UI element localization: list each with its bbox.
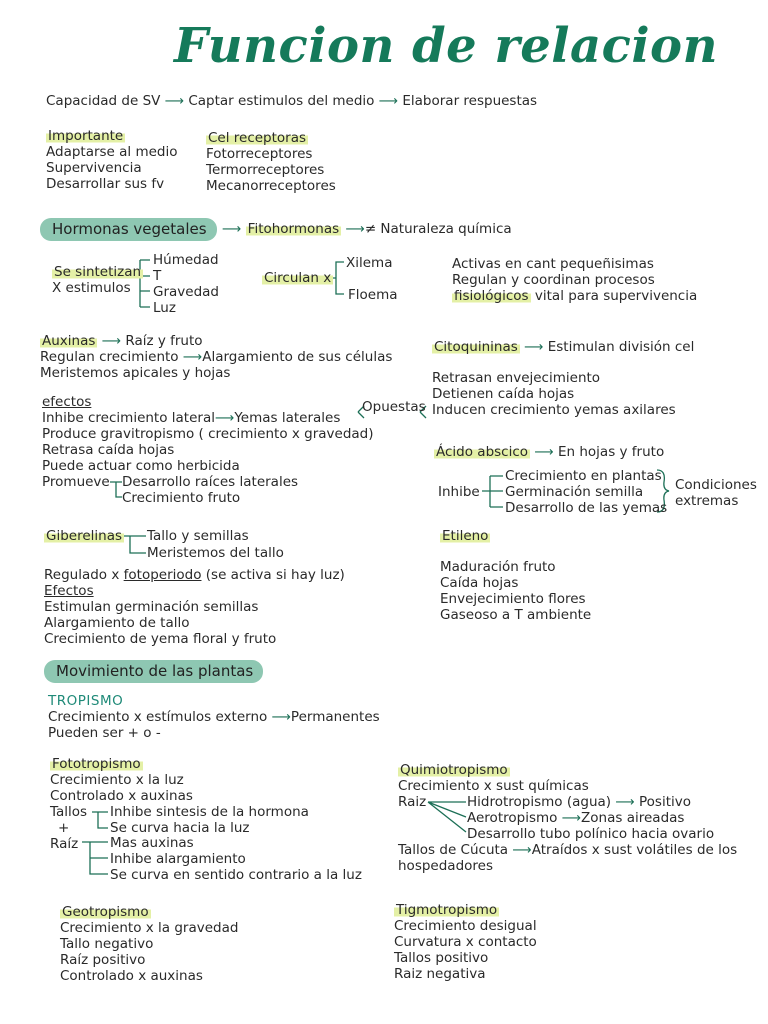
importante-item: Adaptarse al medio: [46, 144, 178, 160]
citoquininas-item: Inducen crecimiento yemas axilares: [432, 402, 676, 418]
etileno-item: Envejecimiento flores: [440, 591, 586, 607]
movimiento-heading-row: [44, 662, 263, 680]
arrow-icon: ⟶: [512, 842, 532, 858]
etileno-item: Caída hojas: [440, 575, 519, 591]
arrow-icon: ⟶: [378, 93, 403, 109]
tigmo-heading: Tigmotropismo: [396, 902, 498, 918]
auxinas-efecto: Produce gravitropismo ( crecimiento x gravedad): [42, 426, 374, 442]
geo-heading: Geotropismo: [62, 904, 149, 920]
foto-tallos-list: Inhibe sintesis de la hormona Se curva hacia la luz: [110, 804, 309, 836]
arrow-icon: ⟶: [615, 794, 635, 810]
abscico-item: Germinación semilla: [505, 484, 644, 500]
giberelinas-block: Regulado x fotoperiodo (se activa si hay luz) Efectos Estimulan germinación semillas Alargamiento de tallo Crecimiento de yema floral y fruto: [44, 567, 345, 647]
factores-list: [153, 252, 219, 316]
factor-item: T: [153, 268, 162, 284]
fito-label: Fitohormonas: [247, 221, 340, 237]
fisiologicos-label: fisiológicos: [454, 288, 529, 304]
regulan-line: Regulan y coordinan procesos: [452, 272, 655, 288]
citoquininas-heading: Citoquininas: [434, 339, 518, 355]
etileno-item: Gaseoso a T ambiente: [440, 607, 592, 623]
arrow-icon: ⟶: [524, 339, 548, 355]
floema-label: Floema: [348, 287, 398, 303]
auxinas-meristemos: Meristemos apicales y hojas: [40, 365, 231, 381]
giberelinas-efectos-heading: Efectos: [44, 583, 94, 599]
promueve-item: Crecimiento fruto: [122, 490, 241, 506]
etileno-list: [440, 559, 591, 623]
intro-a: Capacidad de SV: [46, 93, 161, 109]
auxinas-promueve: Promueve: [42, 474, 110, 490]
giberelinas-item: Crecimiento de yema floral y fruto: [44, 631, 277, 647]
auxinas-efecto: Retrasa caída hojas: [42, 442, 175, 458]
geo-item: Controlado x auxinas: [60, 968, 203, 984]
abscico-head: [434, 444, 664, 460]
receptoras-block: [206, 130, 336, 194]
abscico-item: Desarrollo de las yemas: [505, 500, 668, 516]
fito-line: [222, 221, 512, 237]
geo-item: Raíz positivo: [60, 952, 146, 968]
sintetizan-heading: Se sintetizan: [54, 264, 142, 280]
foto-plus: +: [58, 820, 70, 836]
arrow-icon: ⟶: [182, 349, 203, 365]
arrow-icon: ⟶: [101, 333, 122, 349]
activas-block: [452, 256, 697, 304]
vital-label: vital para supervivencia: [534, 288, 698, 304]
etileno-item: Maduración fruto: [440, 559, 556, 575]
naturaleza-label: ≠ Naturaleza química: [364, 221, 512, 237]
giberelinas-item: Estimulan germinación semillas: [44, 599, 259, 615]
abscico-hojas: En hojas y fruto: [557, 444, 665, 460]
foto-raiz: Raíz: [50, 836, 79, 852]
giberelinas-item: Alargamiento de tallo: [44, 615, 190, 631]
citoquininas-list: [432, 370, 676, 418]
geo-item: Tallo negativo: [60, 936, 154, 952]
foto-tallos: Tallos: [50, 804, 88, 820]
citoquininas-head: [432, 339, 694, 355]
abscico-inhibe: Inhibe: [438, 484, 480, 500]
promueve-item: Desarrollo raíces laterales: [122, 474, 299, 490]
geo-item: Crecimiento x la gravedad: [60, 920, 239, 936]
intro-b: Captar estimulos del medio: [188, 93, 375, 109]
hormonas-heading: Hormonas vegetales: [40, 218, 217, 241]
geo-block: [60, 904, 238, 984]
importante-item: Desarrollar sus fv: [46, 176, 165, 192]
auxinas-regulan: Regulan crecimiento: [40, 349, 179, 365]
importante-block: [46, 128, 178, 192]
etileno-heading: Etileno: [442, 528, 489, 544]
foto-raiz-list: Mas auxinas Inhibe alargamiento Se curva en sentido contrario a la luz: [110, 835, 362, 883]
x-estimulos: X estimulos: [52, 280, 131, 296]
abscico-heading: Ácido abscico: [436, 444, 529, 460]
quimio-tallos: Tallos de Cúcuta ⟶Atraídos x sust volátiles de los hospedadores: [398, 842, 738, 874]
permanentes-label: Permanentes: [290, 709, 380, 725]
tropismo-label: TROPISMO: [48, 693, 124, 709]
arrow-icon: ⟶: [164, 93, 189, 109]
auxinas-efecto-yemas: Yemas laterales: [234, 410, 341, 426]
giberelinas-tallo: Tallo y semillas: [147, 528, 249, 544]
auxinas-efecto: Inhibe crecimiento lateral: [42, 410, 215, 426]
abscico-condiciones: Condiciones extremas: [675, 477, 757, 509]
xilema-label: Xilema: [346, 255, 393, 271]
intro-c: Elaborar respuestas: [402, 93, 538, 109]
foto-heading: Fototropismo: [52, 756, 141, 772]
auxinas-block: [40, 333, 392, 381]
opuestas-label: Opuestas: [362, 399, 426, 415]
giberelinas-heading: Giberelinas: [46, 528, 123, 544]
auxinas-efecto: Puede actuar como herbicida: [42, 458, 240, 474]
citoquininas-estimulan: Estimulan división cel: [547, 339, 695, 355]
citoquininas-item: Detienen caída hojas: [432, 386, 575, 402]
arrow-icon: ⟶: [271, 709, 291, 725]
abscico-item: Crecimiento en plantas: [505, 468, 662, 484]
importante-heading: Importante: [48, 128, 124, 144]
importante-item: Supervivencia: [46, 160, 142, 176]
tigmo-item: Curvatura x contacto: [394, 934, 537, 950]
arrow-icon: ⟶: [345, 221, 365, 237]
abscico-list: [505, 468, 667, 516]
giberelinas-meristemos: Meristemos del tallo: [147, 545, 284, 561]
receptoras-item: Termorreceptores: [206, 162, 325, 178]
quimio-block: Quimiotropismo Crecimiento x sust químicas Raiz: [398, 762, 589, 810]
tigmo-block: [394, 902, 537, 982]
promueve-list: [122, 474, 298, 506]
foto-block: Fototropismo Crecimiento x la luz Controlado x auxinas Tallos + Raíz: [50, 756, 193, 852]
tropismo-block: TROPISMO Crecimiento x estímulos externo ⟶Permanentes Pueden ser + o -: [48, 693, 380, 741]
auxinas-efectos-heading: efectos: [42, 394, 92, 410]
arrow-icon: ⟶: [534, 444, 554, 460]
quimio-raiz: Raiz: [398, 794, 427, 810]
factor-item: Luz: [153, 300, 176, 316]
auxinas-alargamiento: Alargamiento de sus células: [202, 349, 393, 365]
tigmo-item: Tallos positivo: [394, 950, 489, 966]
arrow-icon: ⟶: [561, 810, 582, 826]
pueden-label: Pueden ser + o -: [48, 725, 161, 741]
quimio-raiz-list: Hidrotropismo (agua) ⟶ Positivo Aerotropismo ⟶Zonas aireadas Desarrollo tubo polínico hacia ovario: [467, 794, 715, 842]
factor-item: Húmedad: [153, 252, 219, 268]
tigmo-item: Crecimiento desigual: [394, 918, 537, 934]
arrow-icon: ⟶: [222, 221, 246, 237]
hormonas-heading-row: [40, 220, 217, 238]
auxinas-raiz: Raíz y fruto: [125, 333, 203, 349]
activas-line: Activas en cant pequeñisimas: [452, 256, 654, 272]
arrow-icon: ⟶: [214, 410, 235, 426]
citoquininas-item: Retrasan envejecimiento: [432, 370, 601, 386]
page-title: Funcion de relacion: [174, 18, 718, 74]
tigmo-item: Raiz negativa: [394, 966, 486, 982]
quimio-heading: Quimiotropismo: [400, 762, 508, 778]
factor-item: Gravedad: [153, 284, 219, 300]
intro-line: [46, 93, 537, 109]
fotoperiodo-label: fotoperiodo: [123, 567, 202, 583]
receptoras-heading: Cel receptoras: [208, 130, 307, 146]
auxinas-heading: Auxinas: [42, 333, 96, 349]
movimiento-heading: Movimiento de las plantas: [44, 660, 263, 683]
sintetizan-block: [52, 264, 143, 296]
circulan-label: Circulan x: [264, 270, 332, 286]
receptoras-item: Fotorreceptores: [206, 146, 313, 162]
receptoras-item: Mecanorreceptores: [206, 178, 336, 194]
